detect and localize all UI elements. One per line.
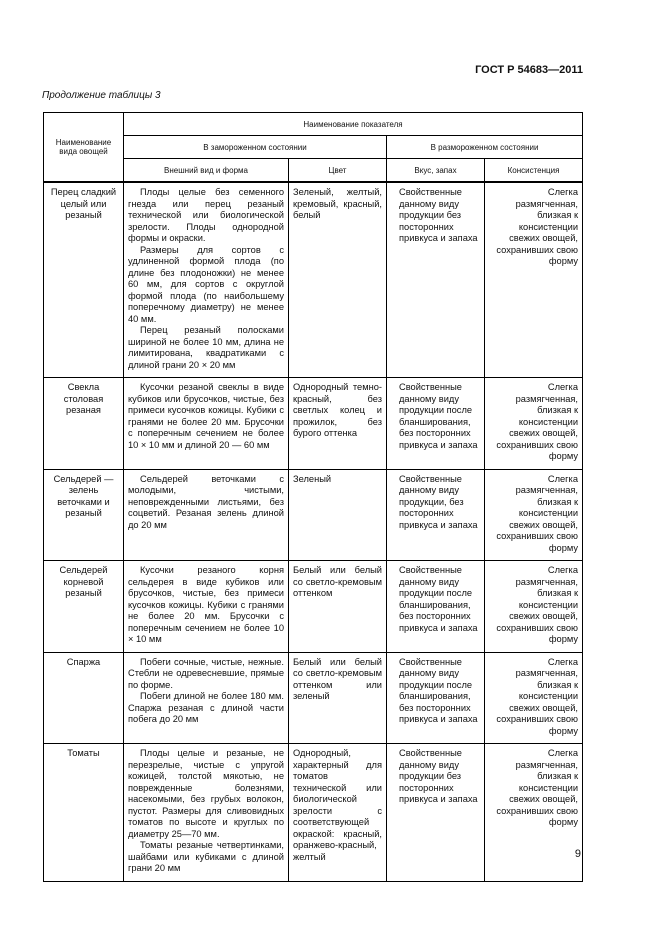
- look-paragraph: Плоды целые без семенного гнезда или перец резаный технической или биологической зрелости. Плоды однородной формы и окраски.: [128, 187, 284, 243]
- header-consistency: Консистенция: [485, 159, 583, 183]
- page-number: 9: [574, 848, 581, 860]
- vegetables-quality-table: [43, 112, 583, 882]
- vegetable-name: Сельдерей корневой резаный: [44, 561, 124, 653]
- consistency-cell: Слегка размягченная, близкая к консистенции свежих овощей, сохранивших свою форму: [485, 182, 583, 378]
- look-paragraph: Кусочки резаного корня сельдерея в виде кубиков или брусочков, чистые, без примеси кусочков кожицы. Кубики с гранями не более 20 мм. Брусочки с поперечным сечением не более 10 × 10 мм: [128, 565, 284, 644]
- look-paragraph: Томаты резаные четвертинками, шайбами или кубиками с длиной грани 20 мм: [128, 840, 284, 873]
- color-cell: Белый или белый со светло-кремовым оттенком или зеленый: [289, 652, 387, 744]
- color-cell: Зеленый: [289, 469, 387, 561]
- consistency-cell: Слегка размягченная, близкая к консистенции свежих овощей, сохранивших свою форму: [485, 744, 583, 882]
- look-paragraph: Плоды целые и резаные, не перезрелые, чистые с упругой кожицей, толстой мякотью, не поврежденные болезнями, насекомыми, без грубых волокон, пустот. Размеры для сливовидных томатов по высоте и круглых по диаметру 25—70 мм.: [128, 748, 284, 839]
- consistency-cell: Слегка размягченная, близкая к консистенции свежих овощей, сохранивших свою форму: [485, 652, 583, 744]
- table-continuation-caption: Продолжение таблицы 3: [42, 90, 161, 101]
- color-cell: Зеленый, желтый, кремовый, красный, белый: [289, 182, 387, 378]
- header-color: Цвет: [289, 159, 387, 183]
- vegetable-name: Спаржа: [44, 652, 124, 744]
- vegetable-name: Сельдерей — зелень веточками и резаный: [44, 469, 124, 561]
- document-code: ГОСТ Р 54683—2011: [475, 64, 583, 76]
- look-cell: [124, 652, 289, 744]
- header-frozen: В замороженном состоянии: [124, 136, 387, 159]
- look-paragraph: Размеры для сортов с удлиненной формой плода (по длине без плодоножки) не менее 60 мм, для сортов с округлой формой плода (по наибольшему поперечному диаметру) не менее 40 мм.: [128, 244, 284, 324]
- header-taste: Вкус, запах: [387, 159, 485, 183]
- taste-cell: Свойственные данному виду продукции без посторонних привкуса и запаха: [387, 182, 485, 378]
- look-paragraph: Кусочки резаной свеклы в виде кубиков или брусочков, чистые, без примеси кусочков кожицы. Кубики с гранями не более 20 мм. Брусочки с поперечным сечением не более 10 × 10 мм и длиной 20 — 60 мм: [128, 382, 284, 450]
- taste-cell: Свойственные данному виду продукции после бланширования, без посторонних привкуса и запаха: [387, 378, 485, 470]
- consistency-cell: Слегка размягченная, близкая к консистенции свежих овощей, сохранивших свою форму: [485, 561, 583, 653]
- color-cell: Однородный темно-красный, без светлых колец и прожилок, без бурого оттенка: [289, 378, 387, 470]
- taste-cell: Свойственные данному виду продукции без посторонних привкуса и запаха: [387, 744, 485, 882]
- vegetable-name: Свекла столовая резаная: [44, 378, 124, 470]
- table-row: [44, 182, 583, 378]
- table-row: [44, 378, 583, 470]
- look-paragraph: Побеги сочные, чистые, нежные. Стебли не одревесневшие, прямые по форме.: [128, 656, 284, 690]
- taste-cell: Свойственные данному виду продукции после бланширования, без посторонних привкуса и запаха: [387, 652, 485, 744]
- look-cell: [124, 744, 289, 882]
- look-cell: [124, 378, 289, 470]
- taste-cell: Свойственные данному виду продукции, без посторонних привкуса и запаха: [387, 469, 485, 561]
- header-vegetable-name: Наименование вида овощей: [44, 113, 124, 183]
- consistency-cell: Слегка размягченная, близкая к консистенции свежих овощей, сохранивших свою форму: [485, 469, 583, 561]
- vegetable-name: Перец сладкий целый или резаный: [44, 182, 124, 378]
- table-row: [44, 744, 583, 882]
- color-cell: Однородный, характерный для томатов технической или биологической зрелости с соответствующей окраской: красный, оранжево-красный, желтый: [289, 744, 387, 882]
- consistency-cell: Слегка размягченная, близкая к консистенции свежих овощей, сохранивших свою форму: [485, 378, 583, 470]
- look-cell: [124, 182, 289, 378]
- header-look: Внешний вид и форма: [124, 159, 289, 183]
- look-cell: [124, 469, 289, 561]
- look-paragraph: Побеги длиной не более 180 мм. Спаржа резаная с длиной части побега до 20 мм: [128, 691, 284, 724]
- vegetable-name: Томаты: [44, 744, 124, 882]
- look-paragraph: Сельдерей веточками с молодыми, чистыми, неповрежденными листьями, без соцветий. Резаная зелень длиной до 20 мм: [128, 473, 284, 530]
- table-row: [44, 469, 583, 561]
- table-row: [44, 652, 583, 744]
- look-cell: [124, 561, 289, 653]
- header-indicator: Наименование показателя: [124, 113, 583, 136]
- table-row: [44, 561, 583, 653]
- look-paragraph: Перец резаный полосками шириной не более 10 мм, длина не лимитирована, квадратиками с длиной грани 20 × 20 мм: [128, 325, 284, 370]
- header-thawed: В размороженном состоянии: [387, 136, 583, 159]
- taste-cell: Свойственные данному виду продукции после бланширования, без посторонних привкуса и запаха: [387, 561, 485, 653]
- color-cell: Белый или белый со светло-кремовым оттенком: [289, 561, 387, 653]
